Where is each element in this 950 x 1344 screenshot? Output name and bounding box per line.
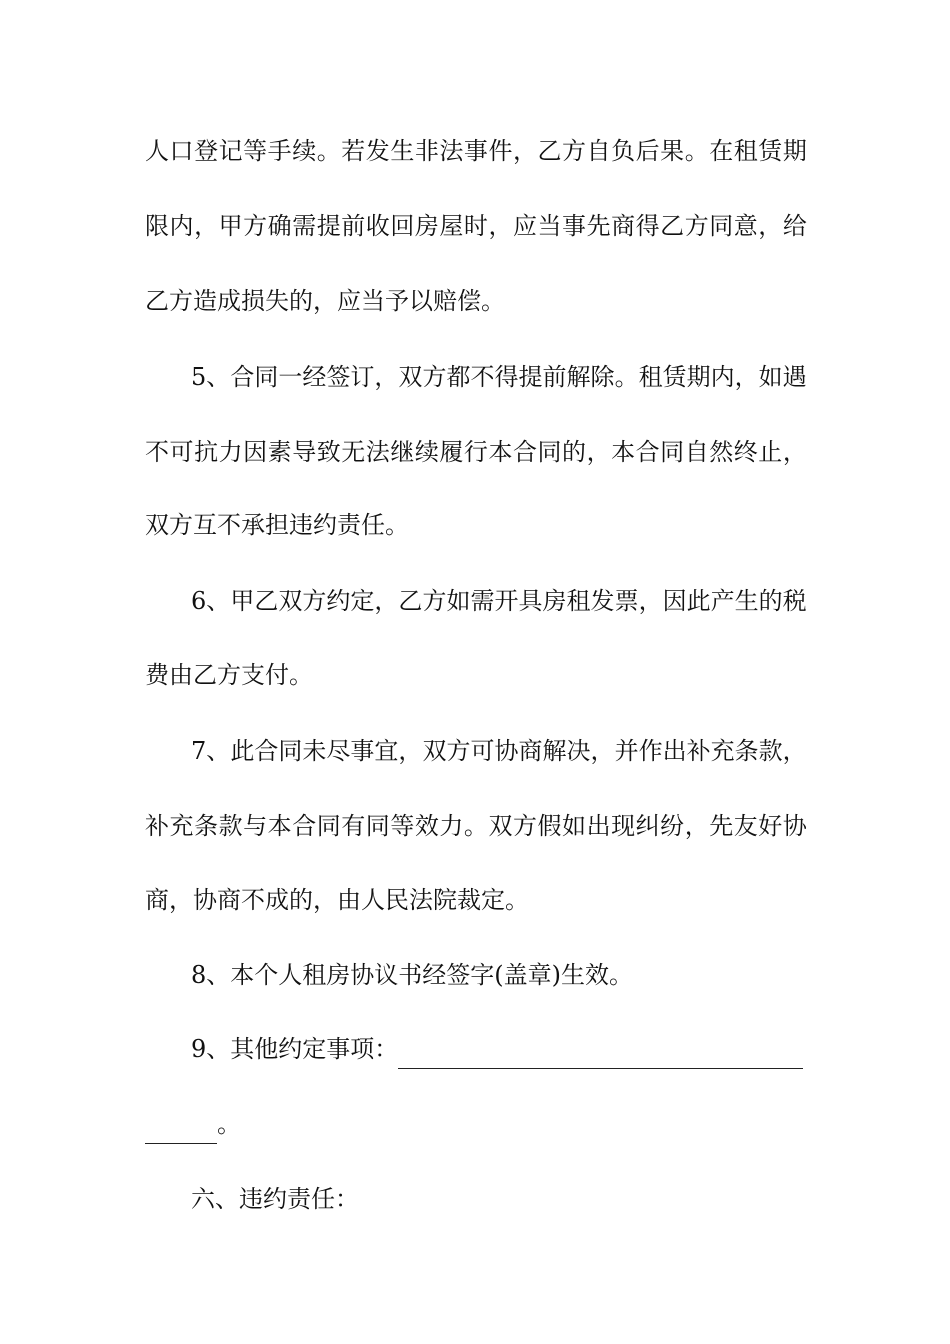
item-9-label: 9、其他约定事项： <box>191 1035 399 1063</box>
paragraph-line-item-5: 5 、 合 同 一 经 签 订 ， 双 方 都 不 得 提 前 解 除 。 租 赁 期 内 ， 如 遇 <box>191 363 807 391</box>
paragraph-line-item-8: 8、本个人租房协议书经签字(盖章)生效。 <box>191 961 633 989</box>
item-9-line <box>191 1029 807 1069</box>
paragraph-line: 费由乙方支付。 <box>145 661 313 689</box>
paragraph-line: 商，协商不成的，由人民法院裁定。 <box>145 886 529 914</box>
paragraph-line: 人 口 登 记 等 手 续 。 若 发 生 非 法 事 件 ， 乙 方 自 负 后 果 。 在 租 赁 期 <box>145 137 807 165</box>
item-9-fill-blank-continued <box>145 1115 217 1144</box>
section-6-heading: 六、违约责任： <box>191 1185 359 1213</box>
paragraph-line: 限 内 ， 甲 方 确 需 提 前 收 回 房 屋 时 ， 应 当 事 先 商 得 乙 方 同 意 ， 给 <box>145 212 807 240</box>
item-9-end-mark: 。 <box>217 1110 241 1138</box>
item-9-fill-blank <box>398 1040 803 1069</box>
paragraph-line: 双方互不承担违约责任。 <box>145 511 409 539</box>
item-9-continuation <box>145 1104 807 1144</box>
paragraph-line: 不 可 抗 力 因 素 导 致 无 法 继 续 履 行 本 合 同 的 ， 本 合 同 自 然 终 止 ， <box>145 438 807 466</box>
paragraph-line-item-7: 7 、 此 合 同 未 尽 事 宜 ， 双 方 可 协 商 解 决 ， 并 作 出 补 充 条 款 ， <box>191 737 807 765</box>
paragraph-line-item-6: 6 、 甲 乙 双 方 约 定 ， 乙 方 如 需 开 具 房 租 发 票 ， 因 此 产 生 的 税 <box>191 587 807 615</box>
paragraph-line: 乙方造成损失的，应当予以赔偿。 <box>145 287 505 315</box>
paragraph-line: 补 充 条 款 与 本 合 同 有 同 等 效 力 。 双 方 假 如 出 现 纠 纷 ， 先 友 好 协 <box>145 812 807 840</box>
